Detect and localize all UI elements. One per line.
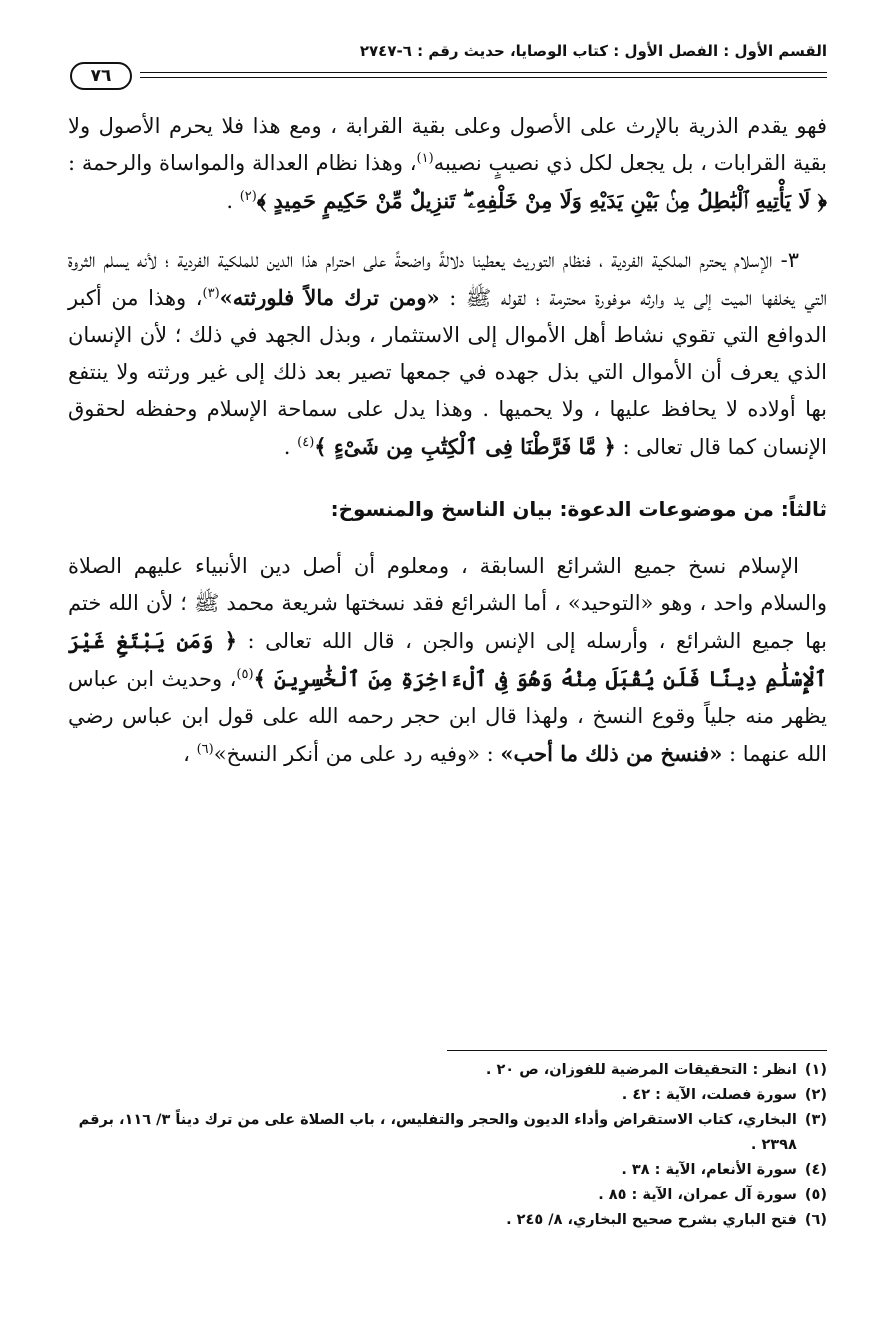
paragraph-spacer: [68, 220, 827, 242]
footnotes: [68, 1058, 827, 1233]
paragraph-spacer: [68, 466, 827, 492]
page-body: [68, 108, 827, 773]
footnote-number: (٤): [804, 1162, 827, 1178]
quran-verse: ﴿ لَا يَأْتِيهِ ٱلْبَٰطِلُ مِنۢ بَيْنِ يَدَيْهِ وَلَا مِنْ خَلْفِهِۦ ۖ تَنزِيلٌ مِّنْ حَكِيمٍ حَمِيدٍ ﴾: [256, 188, 827, 213]
paragraph-abrogation: [68, 548, 827, 773]
footnote-number: (٢): [804, 1087, 827, 1103]
quran-verse: ﴿ مَّا فَرَّطْنَا فِى ٱلْكِتَٰبِ مِن شَىْءٍ ﴾: [314, 434, 616, 459]
paragraph-spacer: [68, 526, 827, 548]
footnote-ref-1[interactable]: (١): [416, 151, 434, 166]
section-heading: ثالثاً: من موضوعات الدعوة: بيان الناسخ والمنسوخ:: [330, 497, 827, 521]
footnote-item: [68, 1058, 827, 1083]
hadith-quote: «فنسخ من ذلك ما أحب»: [500, 741, 723, 766]
footnote-text: سورة الأنعام، الآية : ٣٨ .: [621, 1162, 797, 1178]
header-rule-top: [140, 72, 827, 73]
paragraph-text: .: [283, 435, 298, 459]
quran-verse: ﴿ وَمَن يَبْتَغِ غَيْرَ ٱلْإِسْلَٰمِ دِينًا فَلَن يُقْبَلَ مِنْهُ وَهُوَ فِى ٱلْءَاخِرَةِ مِنَ ٱلْخَٰسِرِينَ ﴾: [68, 628, 827, 691]
header-rule-bottom: [140, 77, 827, 78]
footnote-number: (٥): [804, 1187, 827, 1203]
paragraph-text: الإسلام نسخ جميع الشرائع السابقة ، ومعلوم أن أصل دين الأنبياء عليهم الصلاة والسلام واحد ، وهو «التوحيد» ، أما الشرائع فقد نسختها شريعة محمد ﷺ ؛ لأن الله ختم بها جميع الشرائع ، وأرسله إلى الإنس والجن ، قال الله تعالى :: [68, 554, 828, 653]
footnote-ref-4[interactable]: (٤): [297, 435, 315, 450]
footnote-number: (٦): [804, 1212, 827, 1228]
paragraph-text: فهو يقدم الذرية بالإرث على الأصول وعلى بقية القرابة ، ومع هذا فلا يحرم الأصول ولا بقية القرابات ، بل يجعل لكل ذي نصيبٍ نصيبه: [68, 114, 827, 175]
footnote-text: سورة فصلت، الآية : ٤٢ .: [621, 1087, 797, 1103]
page-number: ٧٦: [90, 66, 112, 86]
footnote-ref-5[interactable]: (٥): [236, 667, 254, 682]
paragraph-text: ٣- الإسلام يحترم الملكية الفردية ، فنظام التوريث يعطينا دلالةً واضحةً على احترام هذا الدين للملكية الفردية ؛ لأنه يسلم الثروة التي يخلفها الميت إلى يد وارثه موفورة محترمة ؛ لقوله ﷺ :: [68, 248, 827, 310]
paragraph-text: ، وهذا من أكبر الدوافع التي تقوي نشاط أهل الأموال إلى الاستثمار ، وبذل الجهد في ذلك ؛ لأن الإنسان الذي يعرف أن الأموال التي بذل جهده في جمعها تصير بعد ذلك إلى غير ورثته ولا ينتفع بها أولاده لا يحافظ عليها ، ولا يحميها . وهذا يدل على سماحة الإسلام وحفظه لحقوق الإنسان كما قال تعالى :: [68, 286, 827, 459]
footnote-item: [68, 1208, 827, 1233]
paragraph-text: .: [226, 189, 240, 213]
footnote-text: سورة آل عمران، الآية : ٨٥ .: [598, 1187, 797, 1203]
running-header: [70, 36, 827, 66]
running-title: القسم الأول : الفصل الأول : كتاب الوصايا، حديث رقم : ٦-٢٧٤٧: [359, 42, 827, 60]
footnote-separator: [447, 1050, 827, 1051]
footnote-number: (٣): [804, 1112, 827, 1128]
footnote-item: [68, 1108, 827, 1158]
paragraph-text: ، وهذا نظام العدالة والمواساة والرحمة :: [68, 151, 417, 175]
header-double-rule: [140, 72, 827, 80]
footnote-text: البخاري، كتاب الاستقراض وأداء الديون والحجر والتفليس، ، باب الصلاة على من ترك ديناً ٣/ ١١٦، برقم ٢٣٩٨ .: [78, 1112, 797, 1153]
page-number-badge: [70, 62, 132, 90]
paragraph-inheritance-order: [68, 108, 827, 220]
footnote-ref-3[interactable]: (٣): [202, 286, 220, 301]
footnote-ref-6[interactable]: (٦): [196, 742, 214, 757]
paragraph-text: ،: [183, 742, 197, 766]
footnote-text: فتح الباري بشرح صحيح البخاري، ٨/ ٢٤٥ .: [506, 1212, 797, 1228]
paragraph-private-ownership: [68, 242, 827, 466]
footnote-ref-2[interactable]: (٢): [239, 189, 257, 204]
footnote-number: (١): [804, 1062, 827, 1078]
footnote-item: [68, 1158, 827, 1183]
hadith-quote: «ومن ترك مالاً فلورثته»: [219, 285, 440, 310]
footnote-text: انظر : التحقيقات المرضية للفوزان، ص ٢٠ .: [485, 1062, 797, 1078]
paragraph-text: : «وفيه رد على من أنكر النسخ»: [213, 742, 501, 766]
paragraph-text: ، وحديث ابن عباس يظهر منه جلياً وقوع النسخ ، ولهذا قال ابن حجر رحمه الله على قول ابن عباس رضي الله عنهما :: [68, 667, 827, 766]
footnote-item: [68, 1183, 827, 1208]
footnote-item: [68, 1083, 827, 1108]
